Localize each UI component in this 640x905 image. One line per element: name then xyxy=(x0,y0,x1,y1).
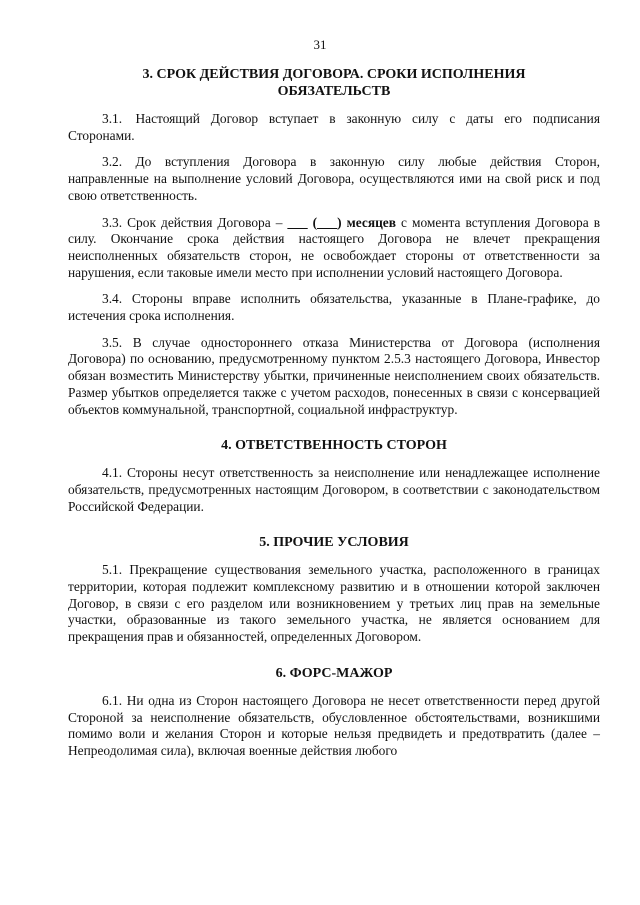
document-body xyxy=(68,66,600,760)
section-3-heading-line-1: 3. СРОК ДЕЙСТВИЯ ДОГОВОРА. СРОКИ ИСПОЛНЕНИЯ xyxy=(142,67,526,82)
clause-3-2: 3.2. До вступления Договора в законную силу любые действия Сторон, направленные на выполнение условий Договора, осуществляются ими на свой риск и под свою ответственность. xyxy=(68,154,600,203)
clause-6-1: 6.1. Ни одна из Сторон настоящего Договора не несет ответственности перед другой Стороной за неисполнение обязательств, обусловленное обстоятельствами, возникшими помимо воли и желания Сторон и которые нельзя предвидеть и предотвратить (далее – Непреодолимая сила), включая военные действия любого xyxy=(68,692,600,758)
section-6-heading: 6. ФОРС-МАЖОР xyxy=(275,665,393,681)
clause-3-3-end: с момента вступления Договора в силу. Окончание срока действия настоящего Договора не влечет прекращения неисполненных обязательств сторон, не освобождает стороны от ответственности за нарушения, если таковые имели место при исполнении условий настоящего Договора. xyxy=(68,214,601,280)
page-number: 31 xyxy=(313,37,327,52)
clause-3-5: 3.5. В случае одностороннего отказа Министерства от Договора (исполнения Договора) по основанию, предусмотренному пунктом 2.5.3 настоящего Договора, Инвестор обязан возместить Министерству убытки, причиненные неисполнением своих обязательств. Размер убытков определяется также с учетом расходов, понесенных в связи с консервацией объектов коммунальной, транспортной, социальной инфраструктур. xyxy=(68,334,600,417)
clause-3-3 xyxy=(68,215,600,282)
clause-3-1: 3.1. Настоящий Договор вступает в законную силу с даты его подписания Сторонами. xyxy=(68,111,600,143)
section-3-heading xyxy=(68,66,600,100)
section-5-heading: 5. ПРОЧИЕ УСЛОВИЯ xyxy=(259,535,409,551)
term-blank-number: ___ xyxy=(287,214,308,230)
section-3-heading-line-2: ОБЯЗАТЕЛЬСТВ xyxy=(277,84,391,99)
paren-open: ( xyxy=(307,214,318,230)
paren-close: ) xyxy=(337,214,347,230)
section-4-heading: 4. ОТВЕТСТВЕННОСТЬ СТОРОН xyxy=(221,438,447,454)
term-blank-words: ___ xyxy=(317,214,338,230)
clause-3-4: 3.4. Стороны вправе исполнить обязательства, указанные в Плане-графике, до истечения срока исполнения. xyxy=(68,291,600,324)
clause-4-1: 4.1. Стороны несут ответственность за неисполнение или ненадлежащее исполнение обязательств, предусмотренных настоящим Договором, в соответствии с законодательством Российской Федерации. xyxy=(68,465,600,514)
term-unit-months: месяцев xyxy=(346,214,396,230)
clause-5-1: 5.1. Прекращение существования земельного участка, расположенного в границах территории, которая подлежит комплексному развитию и в отношении которой заключен Договор, в связи с его разделом или возникновением у третьих лиц прав на земельные участки, образованные из такого земельного участка, не является основанием для прекращения прав и обязанностей, определенных Договором. xyxy=(68,562,600,645)
clause-3-3-start: 3.3. Срок действия Договора – xyxy=(102,214,288,230)
